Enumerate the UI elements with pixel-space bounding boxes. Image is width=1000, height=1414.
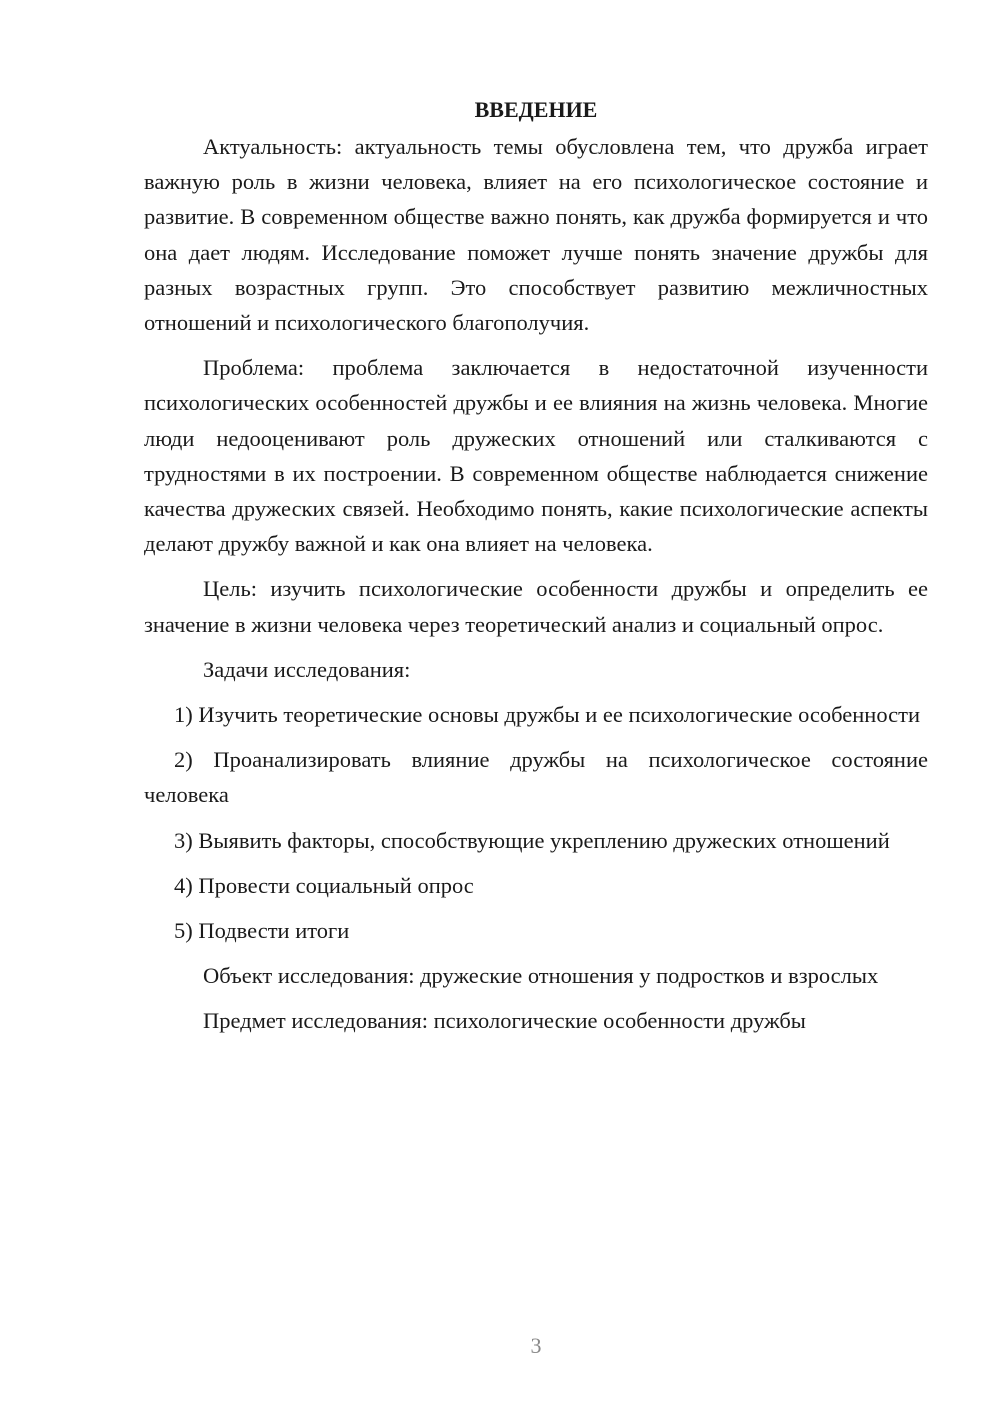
task-item-3: 3) Выявить факторы, способствующие укреплению дружеских отношений (174, 827, 890, 853)
paragraph-relevance: Актуальность: актуальность темы обусловлена тем, что дружба играет важную роль в жизни человека, влияет на его психологическое состояние и развитие. В современном обществе важно понять, как дружба формируется и что она дает людям. Исследование поможет лучше понять значение дружбы для разных возрастных групп. Это способствует развитию межличностных отношений и психологического благополучия. (144, 134, 928, 336)
task-item-2: 2) Проанализировать влияние дружбы на психологическое состояние человека (144, 747, 928, 808)
page-number: 3 (530, 1333, 542, 1358)
page-body (144, 92, 928, 1049)
task-item-4: 4) Провести социальный опрос (174, 872, 474, 898)
paragraph-problem: Проблема: проблема заключается в недостаточной изученности психологических особенностей дружбы и ее влияния на жизнь человека. Многие люди недооценивают роль дружеских отношений или сталкиваются с трудностями в их построении. В современном обществе наблюдается снижение качества дружеских связей. Необходимо понять, какие психологические аспекты делают дружбу важной и как она влияет на человека. (144, 355, 928, 557)
paragraph-subject: Предмет исследования: психологические особенности дружбы (203, 1008, 806, 1034)
page-title: ВВЕДЕНИЕ (474, 97, 598, 122)
task-item-5: 5) Подвести итоги (174, 918, 350, 944)
tasks-heading: Задачи исследования: (203, 656, 411, 682)
paragraph-object: Объект исследования: дружеские отношения у подростков и взрослых (203, 963, 879, 989)
paragraph-goal: Цель: изучить психологические особенности дружбы и определить ее значение в жизни человека через теоретический анализ и социальный опрос. (144, 576, 928, 637)
task-item-1: 1) Изучить теоретические основы дружбы и ее психологические особенности (174, 702, 921, 728)
